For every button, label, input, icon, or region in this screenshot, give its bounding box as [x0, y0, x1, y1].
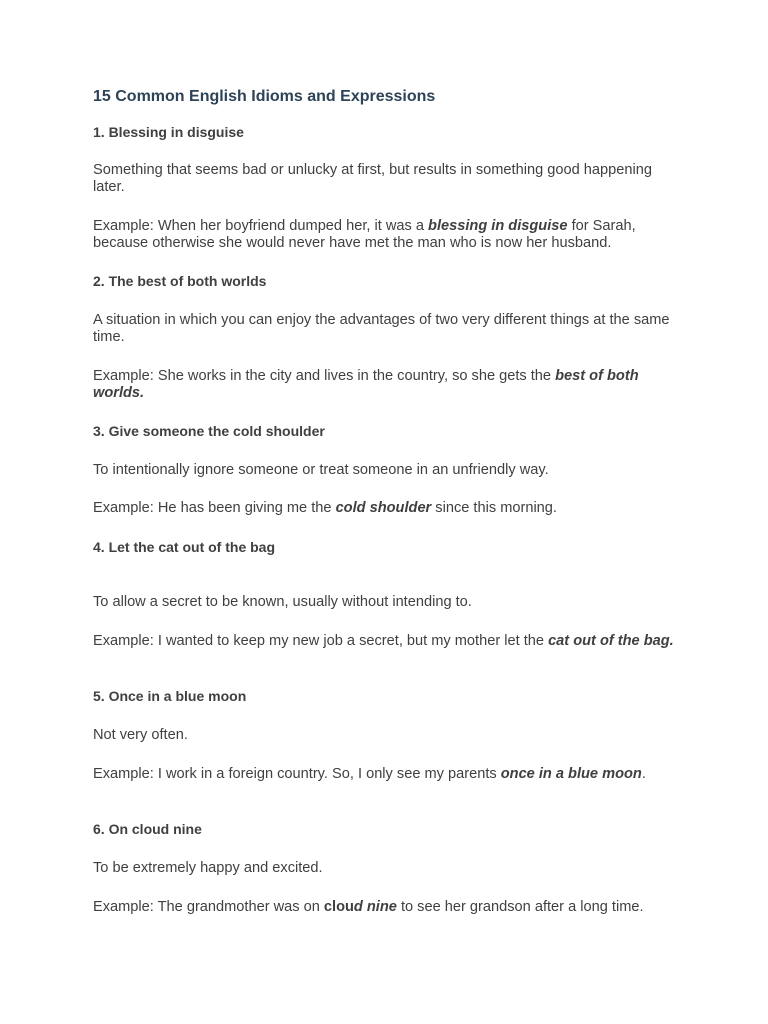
example-idiom: cat out of the bag.	[548, 633, 674, 649]
idiom-definition: Not very often.	[93, 727, 188, 743]
idiom-heading: 1. Blessing in disguise	[93, 124, 244, 140]
example-text: Example: I wanted to keep my new job a secret, but my mother let the	[93, 633, 549, 649]
idiom-definition: A situation in which you can enjoy the advantages of two very different things at the same time.	[93, 312, 670, 345]
example-idiom: once in a blue moon	[500, 766, 642, 782]
idiom-example	[93, 899, 683, 916]
idiom-definition: Something that seems bad or unlucky at first, but results in something good happening later.	[93, 162, 652, 195]
example-text: .	[641, 766, 646, 782]
example-idiom-bold: clou	[323, 899, 354, 915]
example-idiom: blessing in disguise	[428, 218, 568, 234]
idiom-heading: 3. Give someone the cold shoulder	[93, 423, 325, 439]
idiom-example	[93, 633, 683, 650]
idiom-definition: To allow a secret to be known, usually without intending to.	[93, 594, 472, 610]
idiom-heading: 2. The best of both worlds	[93, 273, 267, 289]
idiom-heading: 4. Let the cat out of the bag	[93, 539, 276, 555]
idiom-definition: To intentionally ignore someone or treat someone in an unfriendly way.	[93, 462, 549, 478]
idiom-heading: 6. On cloud nine	[93, 821, 202, 837]
example-idiom: d nine	[353, 899, 397, 915]
idiom-example	[93, 218, 683, 251]
idiom-example	[93, 766, 683, 783]
example-text: for Sarah, because otherwise she would never have met the man who is now her husband.	[93, 218, 636, 251]
idiom-definition: To be extremely happy and excited.	[93, 860, 323, 876]
idiom-example	[93, 368, 683, 401]
example-text: since this morning.	[431, 500, 557, 516]
example-text: Example: When her boyfriend dumped her, it was a	[93, 218, 429, 234]
example-idiom: best of both worlds.	[93, 368, 639, 401]
example-text: Example: I work in a foreign country. So, I only see my parents	[93, 766, 501, 782]
example-text: Example: He has been giving me the	[93, 500, 336, 516]
example-text: Example: She works in the city and lives in the country, so she gets the	[93, 368, 556, 384]
idiom-example	[93, 500, 683, 517]
example-text: to see her grandson after a long time.	[396, 899, 644, 915]
document-title: 15 Common English Idioms and Expressions	[93, 88, 436, 105]
example-text: Example: The grandmother was on	[93, 899, 324, 915]
idiom-heading: 5. Once in a blue moon	[93, 688, 247, 704]
example-idiom: cold shoulder	[335, 500, 432, 516]
